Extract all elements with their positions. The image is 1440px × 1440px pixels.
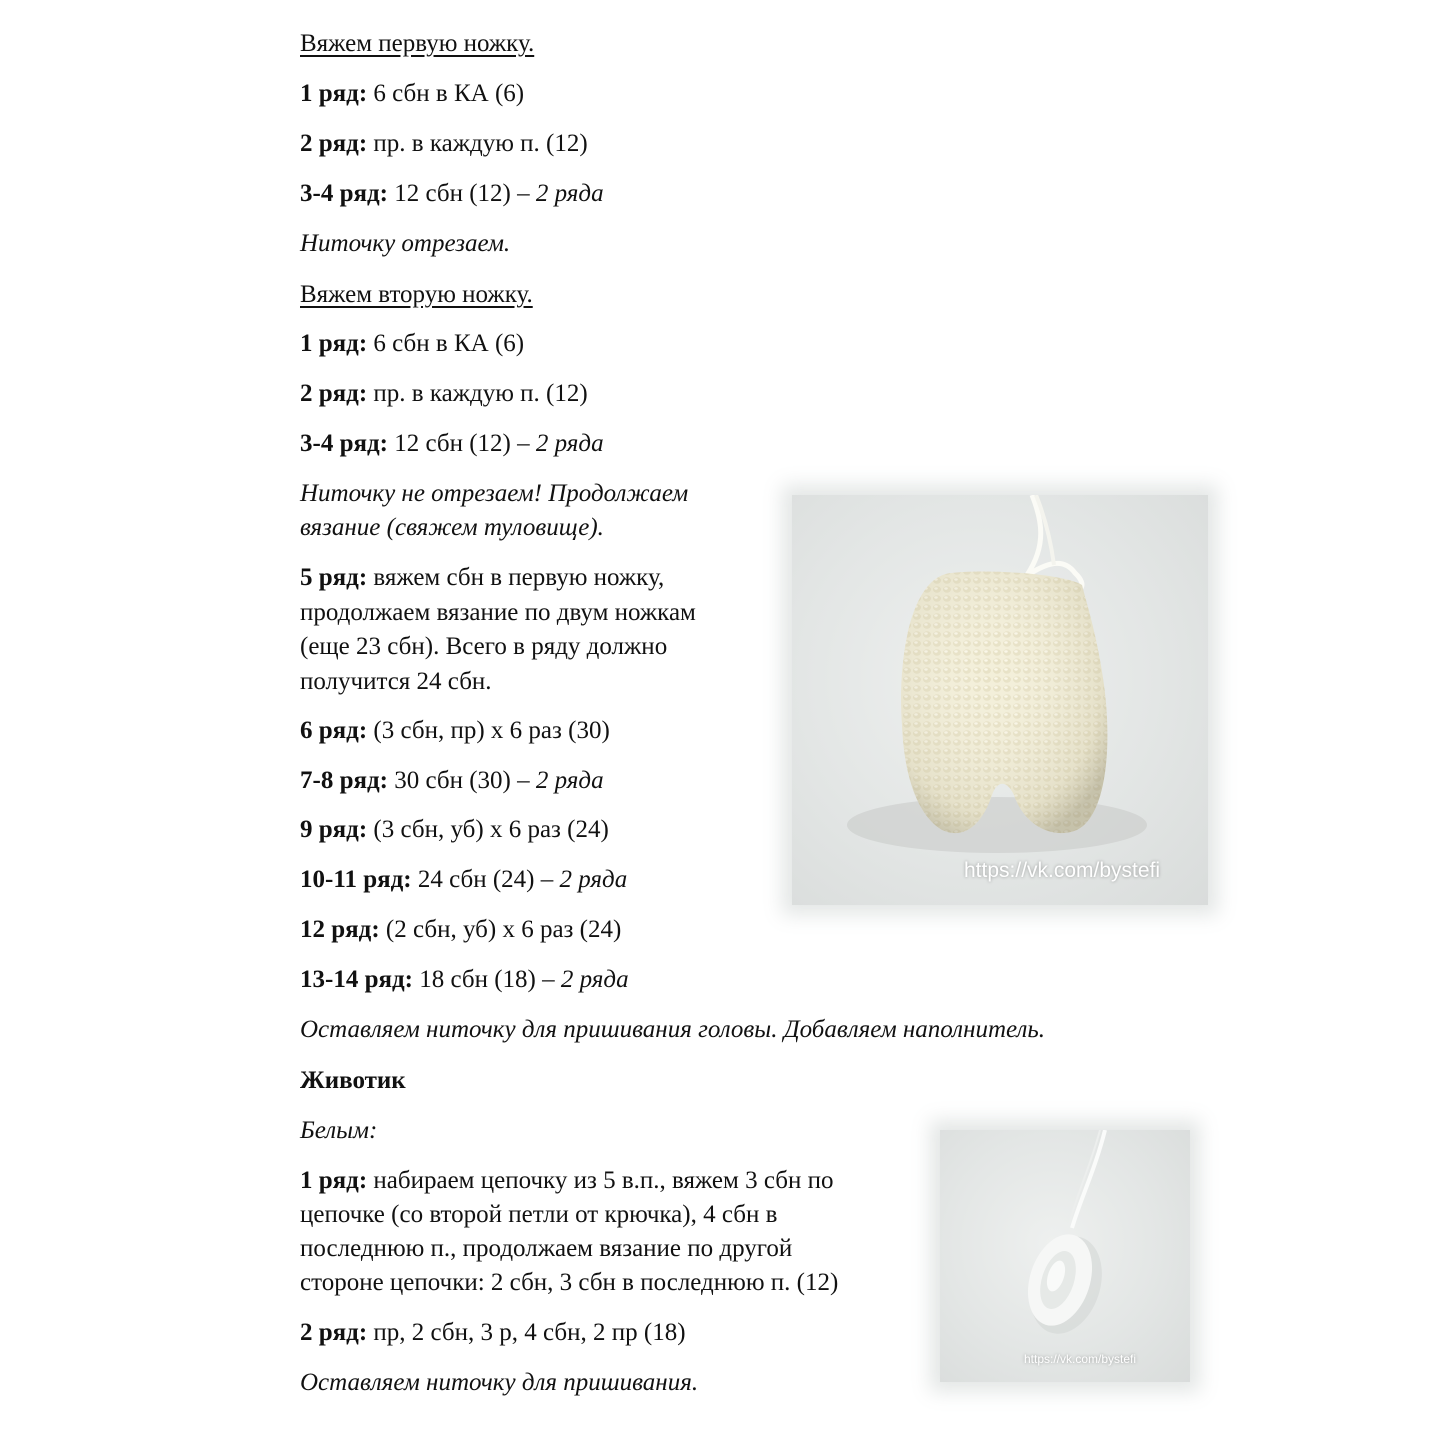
row-text: 18 сбн (18) –: [412, 966, 561, 993]
row-label: 2 ряд:: [300, 1319, 368, 1346]
row-line: [300, 427, 604, 461]
row-line: [300, 913, 621, 947]
crochet-body-illustration: [792, 495, 1208, 905]
watermark: https://vk.com/bystefi: [1024, 1352, 1137, 1366]
row-text: (2 сбн, уб) х 6 раз (24): [379, 916, 622, 943]
row-label: 2 ряд:: [300, 380, 368, 407]
row-text: вяжем сбн в первую ножку,: [367, 564, 665, 591]
color-note: Белым:: [300, 1117, 378, 1144]
section-title-second-leg: Вяжем вторую ножку.: [300, 281, 533, 308]
row-text: (3 сбн, пр) х 6 раз (30): [367, 717, 610, 744]
row-label: 2 ряд:: [300, 130, 368, 157]
row-text: 6 сбн в КА (6): [367, 330, 525, 357]
row-line: [300, 77, 524, 111]
row-text: 12 сбн (12) –: [387, 180, 536, 207]
row-line-continued: цепочке (со второй петли от крючка), 4 сбн в: [300, 1201, 778, 1228]
row-line: [300, 127, 588, 161]
row-line: [300, 813, 609, 847]
crochet-belly-photo: [940, 1130, 1190, 1382]
row-label: 5 ряд:: [300, 564, 368, 591]
row-label: 13-14 ряд:: [300, 966, 413, 993]
row-label: 3-4 ряд:: [300, 430, 388, 457]
row-line: [300, 177, 604, 211]
instruction-note: Оставляем ниточку для пришивания головы. Добавляем наполнитель.: [300, 1016, 1046, 1043]
instruction-note: Оставляем ниточку для пришивания.: [300, 1369, 699, 1396]
row-line: [300, 561, 664, 595]
section-title-belly: [300, 1064, 406, 1098]
row-text: 6 сбн в КА (6): [367, 80, 525, 107]
row-line: [300, 377, 588, 411]
row-line-continued: продолжаем вязание по двум ножкам: [300, 599, 696, 626]
row-line: [300, 327, 524, 361]
row-text: (3 сбн, уб) х 6 раз (24): [367, 816, 609, 843]
row-line-continued: (еще 23 сбн). Всего в ряду должно: [300, 633, 668, 660]
crochet-body-photo: [792, 495, 1208, 905]
row-line: [300, 764, 604, 798]
row-text: пр. в каждую п. (12): [367, 130, 588, 157]
row-text: набираем цепочку из 5 в.п., вяжем 3 сбн по: [367, 1167, 834, 1194]
watermark: https://vk.com/bystefi: [964, 859, 1161, 882]
section-title-first-leg: Вяжем первую ножку.: [300, 30, 535, 57]
row-line: [300, 714, 610, 748]
row-label: 12 ряд:: [300, 916, 380, 943]
row-note: 2 ряда: [559, 866, 628, 893]
row-label: 1 ряд:: [300, 1167, 368, 1194]
row-note: 2 ряда: [535, 767, 604, 794]
instruction-note: Ниточку отрезаем.: [300, 230, 511, 257]
section-title-text: Животик: [300, 1067, 406, 1094]
row-line-continued: последнюю п., продолжаем вязание по другой: [300, 1235, 793, 1262]
row-text: 12 сбн (12) –: [387, 430, 536, 457]
row-label: 3-4 ряд:: [300, 180, 388, 207]
row-label: 1 ряд:: [300, 80, 368, 107]
instruction-note: Ниточку не отрезаем! Продолжаем: [300, 480, 689, 507]
row-text: 30 сбн (30) –: [387, 767, 536, 794]
row-line: [300, 863, 627, 897]
row-label: 9 ряд:: [300, 816, 368, 843]
row-label: 6 ряд:: [300, 717, 368, 744]
row-line: [300, 1316, 686, 1350]
row-note: 2 ряда: [535, 180, 604, 207]
row-line-continued: стороне цепочки: 2 сбн, 3 сбн в последнюю п. (12): [300, 1269, 839, 1296]
row-note: 2 ряда: [535, 430, 604, 457]
row-text: пр. в каждую п. (12): [367, 380, 588, 407]
row-label: 10-11 ряд:: [300, 866, 412, 893]
row-text: пр, 2 сбн, 3 р, 4 сбн, 2 пр (18): [367, 1319, 686, 1346]
row-line-continued: получится 24 сбн.: [300, 668, 492, 695]
crochet-belly-illustration: [940, 1130, 1190, 1382]
row-label: 1 ряд:: [300, 330, 368, 357]
row-line: [300, 963, 629, 997]
row-line: [300, 1164, 833, 1198]
row-label: 7-8 ряд:: [300, 767, 388, 794]
row-note: 2 ряда: [560, 966, 629, 993]
row-text: 24 сбн (24) –: [411, 866, 560, 893]
instruction-note: вязание (свяжем туловище).: [300, 514, 604, 541]
